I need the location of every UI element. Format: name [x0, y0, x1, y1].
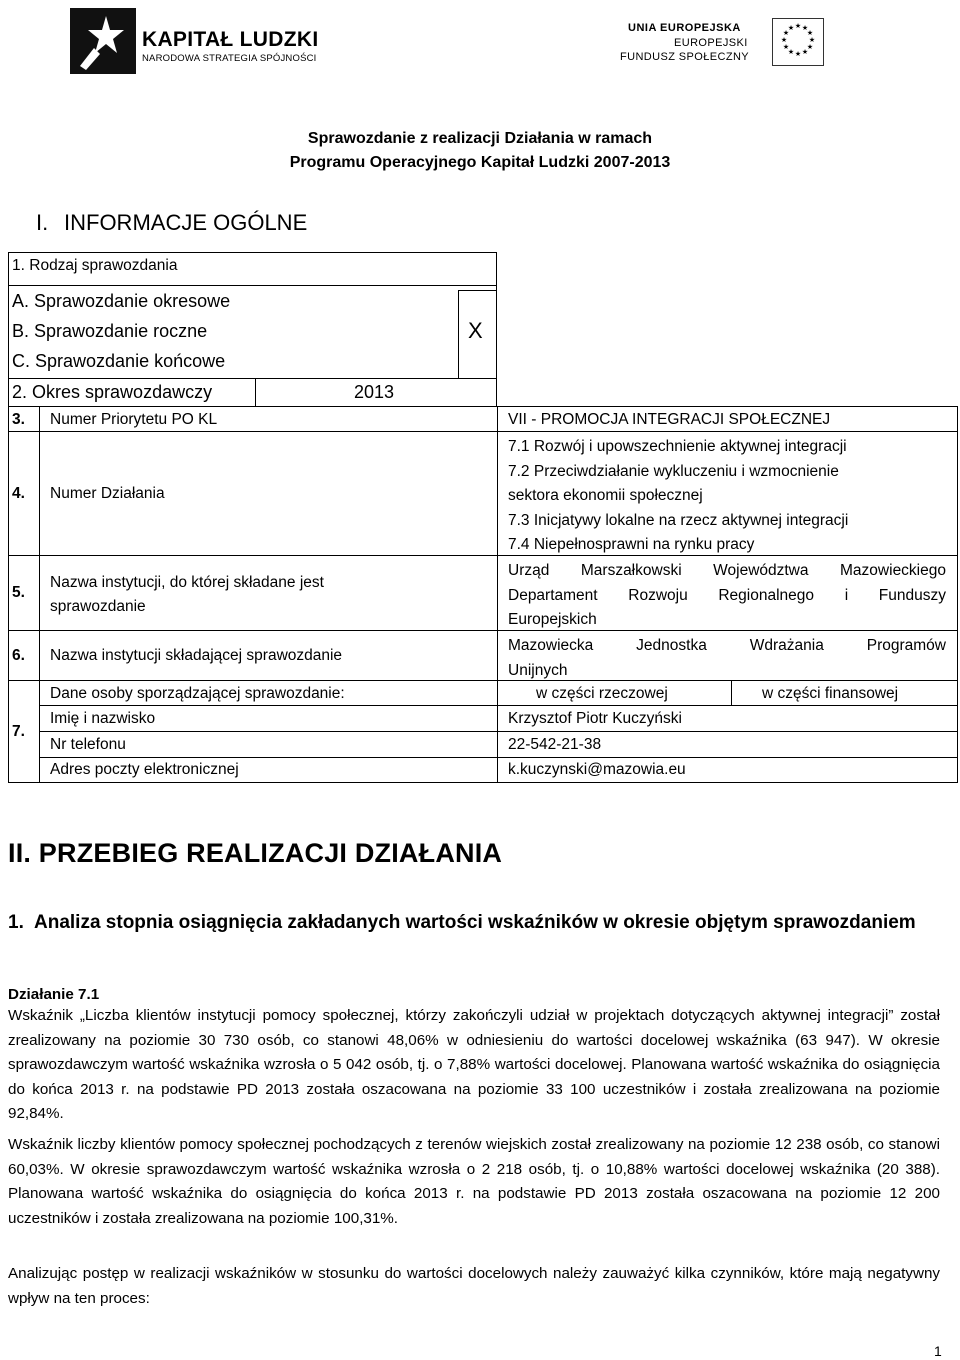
- action-item: sektora ekonomii społecznej: [508, 487, 703, 504]
- row-2: [12, 383, 212, 402]
- row-5-label: [50, 571, 324, 619]
- row-6-number: 6.: [12, 647, 25, 664]
- svg-text:★: ★: [787, 24, 795, 32]
- row-4-label: Numer Działania: [50, 485, 165, 502]
- svg-text:★: ★: [787, 48, 795, 56]
- kapital-ludzki-text: KAPITAŁ LUDZKI: [142, 28, 319, 51]
- row-2-number: 2.: [12, 382, 28, 402]
- name-value: Krzysztof Piotr Kuczyński: [508, 710, 682, 727]
- svg-text:★: ★: [780, 36, 788, 44]
- paragraph-1: Wskaźnik „Liczba klientów instytucji pomocy społecznej, którzy zakończyli udział w projektach dotyczących aktywnej integracji” został zrealizowany na poziomie 30 730 osób, co stanowi 48,06% w odniesieniu do wartości docelowej wskaźnika (63 947). W okresie sprawozdawczym wartość wskaźnika wzrosła o 5 042 osób, tj. o 7,88% wartości docelowej. Planowana wartość wskaźnika do osiągnięcia do końca 2013 r. na podstawie PD 2013 została oszacowana na poziomie 33 100 uczestników i została zrealizowana na poziomie 92,84%.: [8, 1007, 940, 1122]
- row-7-col-2: w części finansowej: [762, 685, 899, 702]
- svg-text:★: ★: [794, 22, 802, 30]
- row-6-value-line-1: Mazowiecka Jednostka Wdrażania Programów: [508, 637, 946, 654]
- row-4-number: 4.: [12, 485, 25, 502]
- row-6-value-line-2: Unijnych: [508, 661, 568, 679]
- row-6-value: [508, 634, 946, 683]
- row-1-number: 1.: [12, 257, 25, 274]
- row-3-number: 3.: [12, 411, 25, 428]
- row-5-number: 5.: [12, 584, 25, 601]
- action-item: 7.1 Rozwój i upowszechnienie aktywnej integracji: [508, 438, 847, 455]
- row-1-label: Rodzaj sprawozdania: [29, 257, 178, 274]
- action-item: 7.4 Niepełnosprawni na rynku pracy: [508, 536, 755, 553]
- title-line-1: Sprawozdanie z realizacji Działania w ramach: [307, 130, 653, 147]
- page-number: 1: [934, 1343, 942, 1359]
- option-b-mark: X: [468, 318, 483, 343]
- email-value: k.kuczynski@mazowia.eu: [508, 761, 686, 778]
- row-3-value: VII - PROMOCJA INTEGRACJI SPOŁECZNEJ: [508, 411, 831, 428]
- row-5-value-line-3: Europejskich: [508, 611, 597, 628]
- document-title: [0, 127, 960, 175]
- row-2-label: Okres sprawozdawczy: [32, 382, 213, 402]
- phone-label: Nr telefonu: [50, 736, 126, 753]
- svg-text:★: ★: [801, 24, 809, 32]
- eu-stars-flag-icon: [772, 18, 824, 66]
- action-item: 7.3 Inicjatywy lokalne na rzecz aktywnej integracji: [508, 511, 849, 529]
- svg-text:★: ★: [806, 43, 814, 51]
- eu-line1: UNIA EUROPEJSKA: [628, 22, 741, 34]
- kapital-ludzki-logo: [70, 8, 330, 74]
- title-line-2: Programu Operacyjnego Kapitał Ludzki 2007-2013: [289, 154, 671, 171]
- row-5-label-line-1: Nazwa instytucji, do której składane jest: [50, 574, 324, 591]
- row-5-label-line-2: sprawozdanie: [50, 598, 146, 615]
- row-7-col-1: w części rzeczowej: [536, 685, 668, 702]
- option-b: B. Sprawozdanie roczne: [12, 321, 208, 341]
- dzialanie-heading: Działanie 7.1: [8, 986, 100, 1003]
- row-5-value-line-2: Departament Rozwoju Regionalnego i Funduszy: [508, 586, 946, 604]
- name-label: Imię i nazwisko: [50, 710, 156, 727]
- eu-line3: FUNDUSZ SPOŁECZNY: [620, 51, 750, 63]
- row-4-values: [508, 435, 908, 558]
- section-1-number: I.: [36, 210, 49, 235]
- subsection-1-number: 1.: [8, 912, 24, 933]
- section-2-heading: II. PRZEBIEG REALIZACJI DZIAŁANIA: [8, 838, 503, 868]
- svg-text:★: ★: [782, 43, 790, 51]
- row-7-head: Dane osoby sporządzającej sprawozdanie:: [50, 685, 345, 702]
- row-3-label: Numer Priorytetu PO KL: [50, 411, 218, 428]
- email-label: Adres poczty elektronicznej: [50, 761, 239, 778]
- svg-text:★: ★: [801, 48, 809, 56]
- section-1-heading: [36, 210, 307, 236]
- subsection-1-heading: [8, 908, 948, 938]
- strategia-text: NARODOWA STRATEGIA SPÓJNOŚCI: [142, 53, 317, 64]
- svg-text:★: ★: [806, 29, 814, 37]
- row-6-label: Nazwa instytucji składającej sprawozdanie: [50, 647, 343, 664]
- row-5-value: [508, 559, 946, 633]
- paragraph-2: Wskaźnik liczby klientów pomocy społecznej pochodzących z terenów wiejskich został zrealizowany na poziomie 12 238 osób, co stanowi 60,03%. W okresie sprawozdawczym wartość wskaźnika wzrosła o 2 218 osób, tj. o 10,88% wartości docelowej wskaźnika (20 388). Planowana wartość wskaźnika do osiągnięcia do końca 2013 r. na podstawie PD 2013 została oszacowana na poziomie 12 200 uczestników i została zrealizowana na poziomie 100,31%.: [8, 1136, 940, 1227]
- eu-logo: [620, 18, 825, 70]
- action-item: 7.2 Przeciwdziałanie wykluczeniu i wzmocnienie: [508, 462, 839, 480]
- svg-text:★: ★: [782, 29, 790, 37]
- row-1: [12, 256, 177, 275]
- row-5-value-line-1: Urząd Marszałkowski Województwa Mazowieckiego: [508, 562, 946, 579]
- svg-text:★: ★: [808, 36, 816, 44]
- phone-value: 22-542-21-38: [508, 736, 602, 753]
- subsection-1-title: Analiza stopnia osiągnięcia zakładanych wartości wskaźników w okresie objętym sprawozdaniem: [34, 912, 916, 933]
- option-a: A. Sprawozdanie okresowe: [12, 291, 231, 311]
- row-2-value: 2013: [354, 382, 395, 402]
- option-c: C. Sprawozdanie końcowe: [12, 351, 226, 371]
- section-1-title: INFORMACJE OGÓLNE: [64, 210, 308, 235]
- svg-text:★: ★: [794, 50, 802, 58]
- row-7-number: 7.: [12, 723, 25, 740]
- paragraph-3: Analizując postęp w realizacji wskaźników w stosunku do wartości docelowych należy zauważyć kilka czynników, które mają negatywny wpływ na ten proces:: [8, 1265, 940, 1307]
- eu-line2: EUROPEJSKI: [674, 37, 748, 49]
